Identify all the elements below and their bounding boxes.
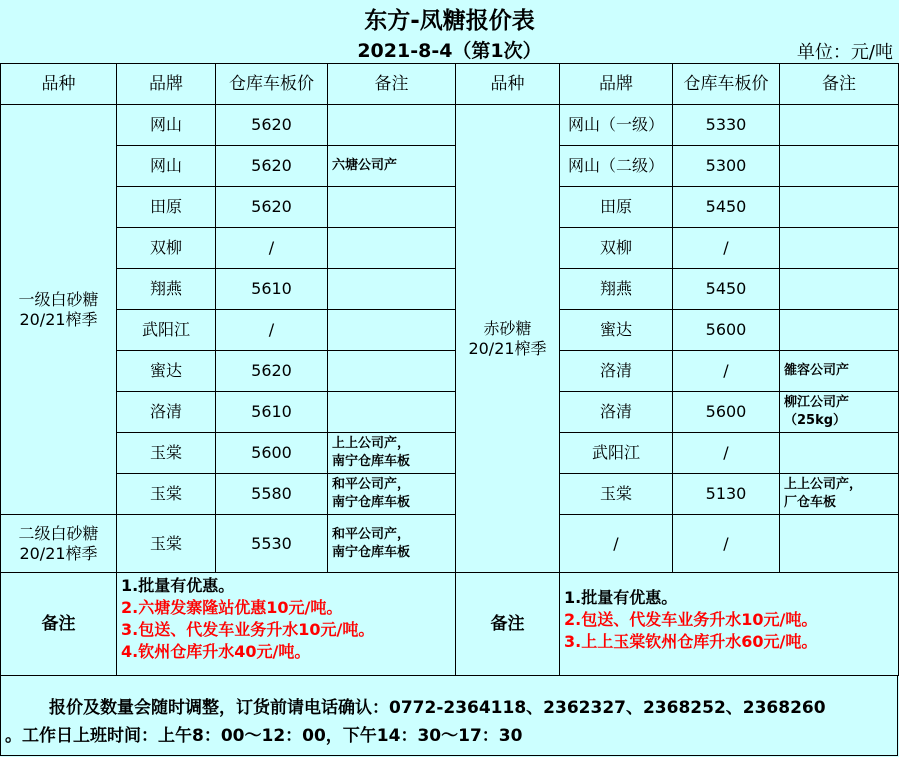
note-cell: 雒容公司产	[780, 351, 899, 392]
price-cell: 5600	[673, 310, 780, 351]
price-cell: 5610	[216, 392, 328, 433]
brand-cell: 玉棠	[117, 433, 216, 474]
note-cell: 六塘公司产	[328, 146, 456, 187]
brand-cell: 网山（二级）	[560, 146, 673, 187]
remarks-left: 1.批量有优惠。 2.六塘发寨隆站优惠10元/吨。 3.包送、代发车业务升水10元/吨。 4.钦州仓库升水40元/吨。	[117, 573, 456, 676]
brand-cell: 蜜达	[117, 351, 216, 392]
category-cell: 二级白砂糖 20/21榨季	[1, 515, 117, 573]
note-cell	[328, 392, 456, 433]
note-cell	[780, 433, 899, 474]
price-cell: 5450	[673, 187, 780, 228]
brand-cell: 蜜达	[560, 310, 673, 351]
remarks-label: 备注	[456, 573, 560, 676]
col-header: 品牌	[560, 64, 673, 105]
price-cell: /	[673, 515, 780, 573]
price-cell: /	[216, 228, 328, 269]
col-header: 品种	[1, 64, 117, 105]
footer-line-contact: 报价及数量会随时调整，订货前请电话确认：0772-2364118、2362327、2368252、2368260	[49, 698, 826, 718]
remarks-label: 备注	[1, 573, 117, 676]
remarks-row	[1, 573, 899, 676]
brand-cell: 翔燕	[117, 269, 216, 310]
note-cell	[328, 269, 456, 310]
price-cell: 5620	[216, 105, 328, 146]
table-row	[1, 146, 899, 187]
note-cell	[780, 269, 899, 310]
note-cell: 上上公司产， 厂仓车板	[780, 474, 899, 515]
price-cell: 5330	[673, 105, 780, 146]
note-cell	[780, 228, 899, 269]
table-row	[1, 392, 899, 433]
price-cell: /	[673, 351, 780, 392]
footer-line-hours: 。工作日上班时间：上午8：00～12：00，下午14：30～17：30	[5, 726, 523, 746]
brand-cell: 双柳	[117, 228, 216, 269]
brand-cell: 洛清	[117, 392, 216, 433]
category-cell: 一级白砂糖 20/21榨季	[1, 105, 117, 515]
brand-cell: 网山	[117, 146, 216, 187]
price-cell: 5530	[216, 515, 328, 573]
note-cell	[780, 187, 899, 228]
brand-cell: 玉棠	[560, 474, 673, 515]
header-row	[1, 64, 899, 105]
table-row	[1, 269, 899, 310]
note-cell: 和平公司产， 南宁仓库车板	[328, 474, 456, 515]
table-row	[1, 310, 899, 351]
brand-cell: /	[560, 515, 673, 573]
page-title: 东方-凤糖报价表	[364, 8, 535, 34]
col-header: 品种	[456, 64, 560, 105]
price-table	[0, 63, 899, 676]
price-cell: 5620	[216, 187, 328, 228]
table-row	[1, 187, 899, 228]
table-row	[1, 515, 899, 573]
note-cell	[328, 187, 456, 228]
price-cell: 5620	[216, 351, 328, 392]
note-cell: 上上公司产， 南宁仓库车板	[328, 433, 456, 474]
brand-cell: 双柳	[560, 228, 673, 269]
brand-cell: 玉棠	[117, 474, 216, 515]
table-row	[1, 474, 899, 515]
note-cell	[328, 105, 456, 146]
col-header: 备注	[780, 64, 899, 105]
table-row	[1, 351, 899, 392]
price-cell: 5130	[673, 474, 780, 515]
remarks-right: 1.批量有优惠。 2.包送、代发车业务升水10元/吨。 3.上上玉棠钦州仓库升水60元/吨。	[560, 573, 899, 676]
col-header: 品牌	[117, 64, 216, 105]
footer-notice	[0, 675, 898, 756]
price-cell: 5600	[673, 392, 780, 433]
price-cell: /	[216, 310, 328, 351]
note-cell: 柳江公司产 （25kg）	[780, 392, 899, 433]
unit-label: 单位：元/吨	[796, 42, 893, 63]
brand-cell: 洛清	[560, 351, 673, 392]
price-cell: 5610	[216, 269, 328, 310]
sheet-header	[0, 0, 899, 64]
price-cell: 5450	[673, 269, 780, 310]
note-cell	[328, 351, 456, 392]
brand-cell: 洛清	[560, 392, 673, 433]
note-cell	[780, 105, 899, 146]
brand-cell: 田原	[560, 187, 673, 228]
col-header: 仓库车板价	[673, 64, 780, 105]
col-header: 备注	[328, 64, 456, 105]
note-cell: 和平公司产， 南宁仓库车板	[328, 515, 456, 573]
brand-cell: 武阳江	[117, 310, 216, 351]
note-cell	[780, 146, 899, 187]
price-cell: 5620	[216, 146, 328, 187]
category-cell: 赤砂糖 20/21榨季	[456, 105, 560, 573]
price-cell: /	[673, 228, 780, 269]
col-header: 仓库车板价	[216, 64, 328, 105]
price-cell: /	[673, 433, 780, 474]
brand-cell: 武阳江	[560, 433, 673, 474]
note-cell	[328, 310, 456, 351]
note-cell	[328, 228, 456, 269]
price-cell: 5600	[216, 433, 328, 474]
table-row	[1, 228, 899, 269]
table-row	[1, 433, 899, 474]
brand-cell: 田原	[117, 187, 216, 228]
note-cell	[780, 310, 899, 351]
price-cell: 5580	[216, 474, 328, 515]
brand-cell: 玉棠	[117, 515, 216, 573]
brand-cell: 网山（一级）	[560, 105, 673, 146]
price-cell: 5300	[673, 146, 780, 187]
price-date: 2021-8-4（第1次）	[357, 40, 542, 62]
brand-cell: 网山	[117, 105, 216, 146]
table-row	[1, 105, 899, 146]
brand-cell: 翔燕	[560, 269, 673, 310]
note-cell	[780, 515, 899, 573]
